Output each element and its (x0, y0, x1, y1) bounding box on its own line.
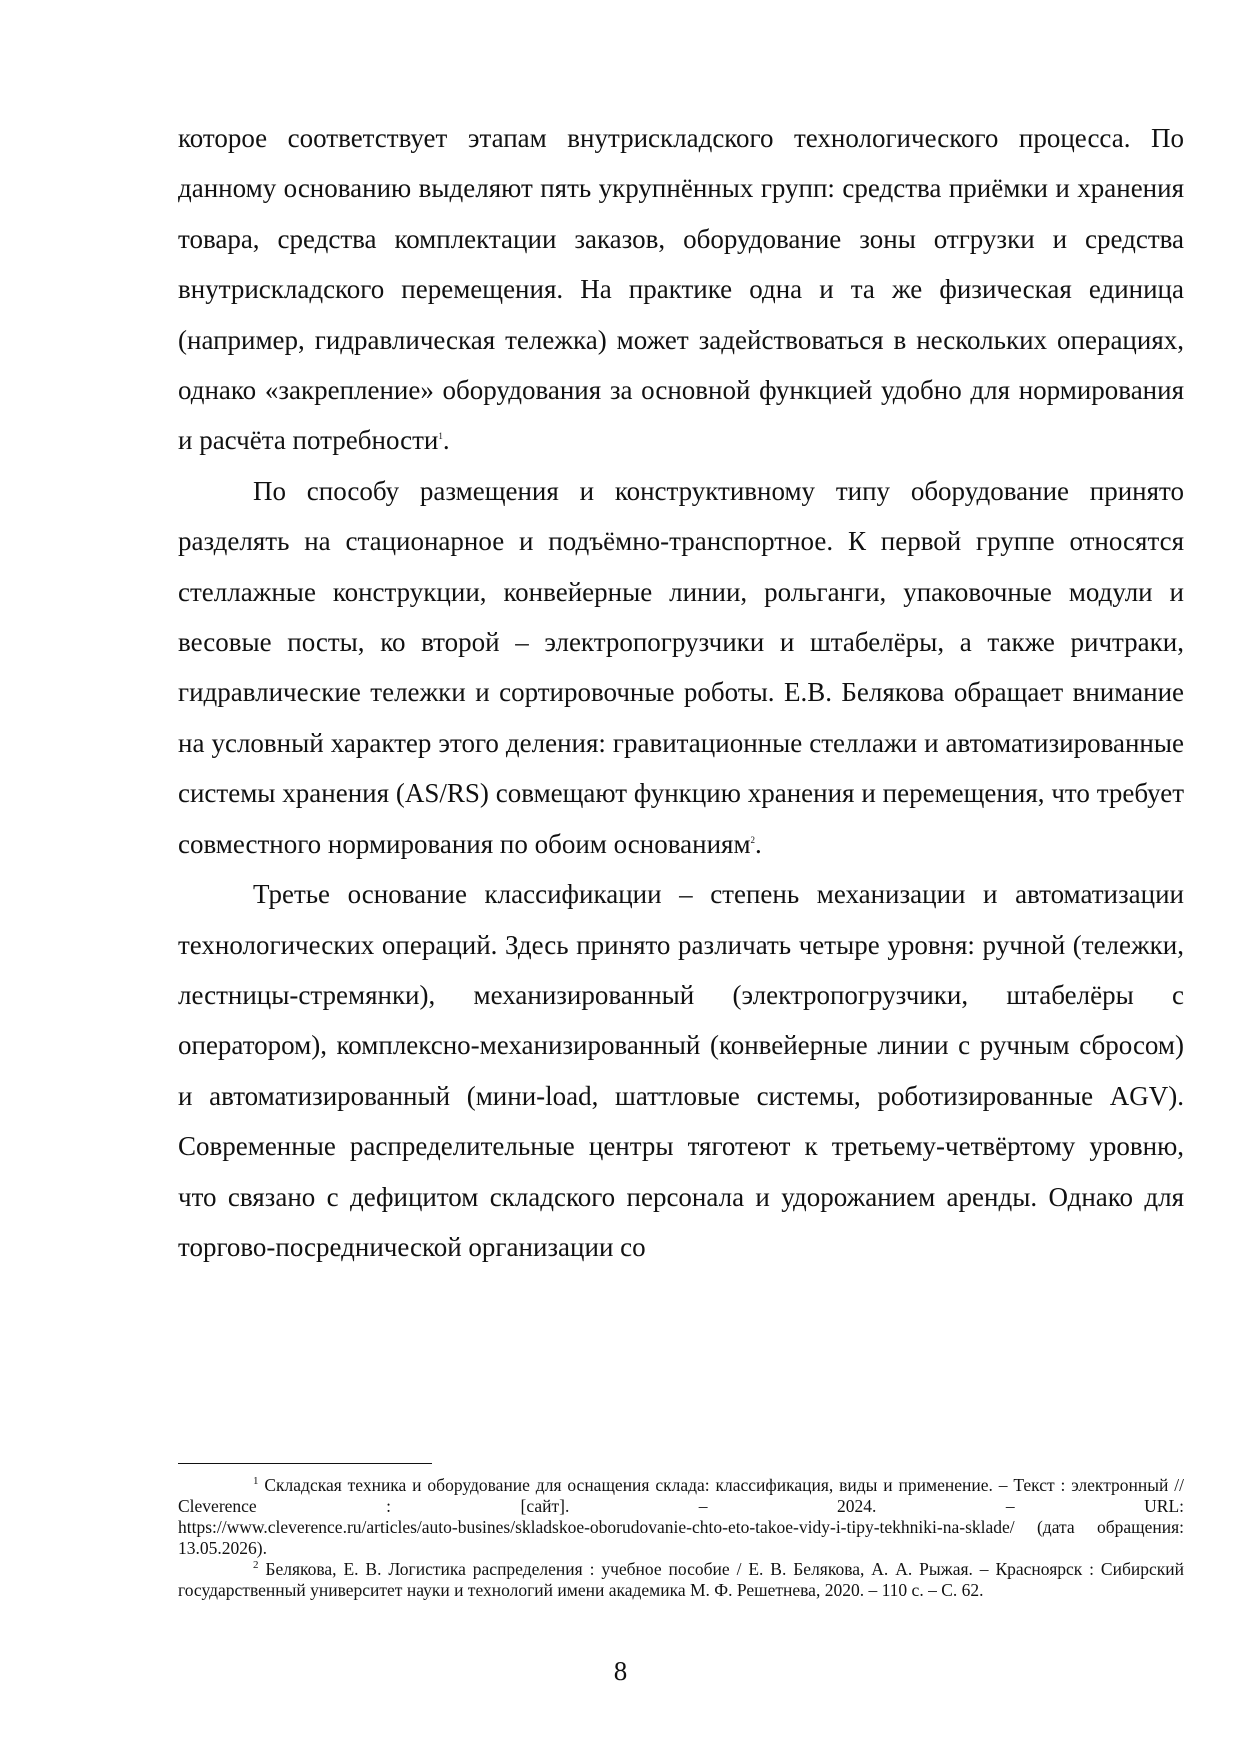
footnote-separator (178, 1463, 432, 1464)
footnote-1-text: Складская техника и оборудование для оснащения склада: классификация, виды и применение. – Текст : электронный // Cleverence : [сайт]. – 2024. – URL: (178, 1475, 1185, 1516)
body-text (178, 113, 1184, 1272)
paragraph-1-text: которое соответствует этапам внутрискладского технологического процесса. По данному основанию выделяют пять укрупнённых групп: средства приёмки и хранения товара, средства комплектации заказов, оборудование зоны отгрузки и средства внутрискладского перемещения. На практике одна и та же физическая единица (например, гидравлическая тележка) может задействоваться в нескольких операциях, однако «закрепление» оборудования за основной функцией удобно для нормирования и расчёта потребности (178, 123, 1184, 456)
footnotes (178, 1475, 1184, 1601)
footnote-1-url[interactable]: https://www.cleverence.ru/articles/auto-busines/skladskoe-oborudovanie-chto-eto-takoe-vidy-i-tipy-tekhniki-na-sklade/ (178, 1517, 1015, 1537)
paragraph-1-tail: . (442, 425, 450, 456)
footnote-2-number: 2 (253, 1559, 259, 1572)
paragraph-2-tail: . (755, 828, 762, 859)
footnote-2 (178, 1559, 1184, 1601)
paragraph-3 (178, 869, 1184, 1272)
paragraph-2-text: По способу размещения и конструктивному типу оборудование принято разделять на стационарное и подъёмно-транспортное. К первой группе относятся стеллажные конструкции, конвейерные линии, рольганги, упаковочные модули и весовые посты, ко второй – электропогрузчики и штабелёры, а также ричтраки, гидравлические тележки и сортировочные роботы. Е.В. Белякова обращает внимание на условный характер этого деления: гравитационные стеллажи и автоматизированные системы хранения (AS/RS) совмещают функцию хранения и перемещения, что требует совместного нормирования по обоим основаниям (178, 475, 1184, 859)
paragraph-2 (178, 466, 1184, 869)
page-number: 8 (613, 1656, 628, 1686)
paragraph-3-text: Третье основание классификации – степень механизации и автоматизации технологических операций. Здесь принято различать четыре уровня: ручной (тележки, лестницы-стремянки), механизированный (электропогрузчики, штабелёры с оператором), комплексно-механизированный (конвейерные линии с ручным сбросом) и автоматизированный (мини-load, шаттловые системы, роботизированные AGV). Современные распределительные центры тяготеют к третьему-четвёртому уровню, что связано с дефицитом складского персонала и удорожанием аренды. Однако для торгово-посреднической организации со (178, 879, 1184, 1262)
footnote-1-number: 1 (253, 1475, 259, 1488)
footnote-1-text-after: (дата обращения: 13.05.2026). (178, 1517, 1184, 1558)
footnote-2-text: Белякова, Е. В. Логистика распределения : учебное пособие / Е. В. Белякова, А. А. Рыжая. – Красноярск : Сибирский государственный университет науки и технологий имени академика М. Ф. Решетнева, 2020. – 110 с. – С. 62. (178, 1559, 1184, 1600)
footnote-ref-2[interactable]: 2 (750, 834, 756, 845)
paragraph-1 (178, 113, 1184, 466)
footnote-ref-1[interactable]: 1 (438, 431, 443, 442)
footnote-1 (178, 1475, 1184, 1559)
